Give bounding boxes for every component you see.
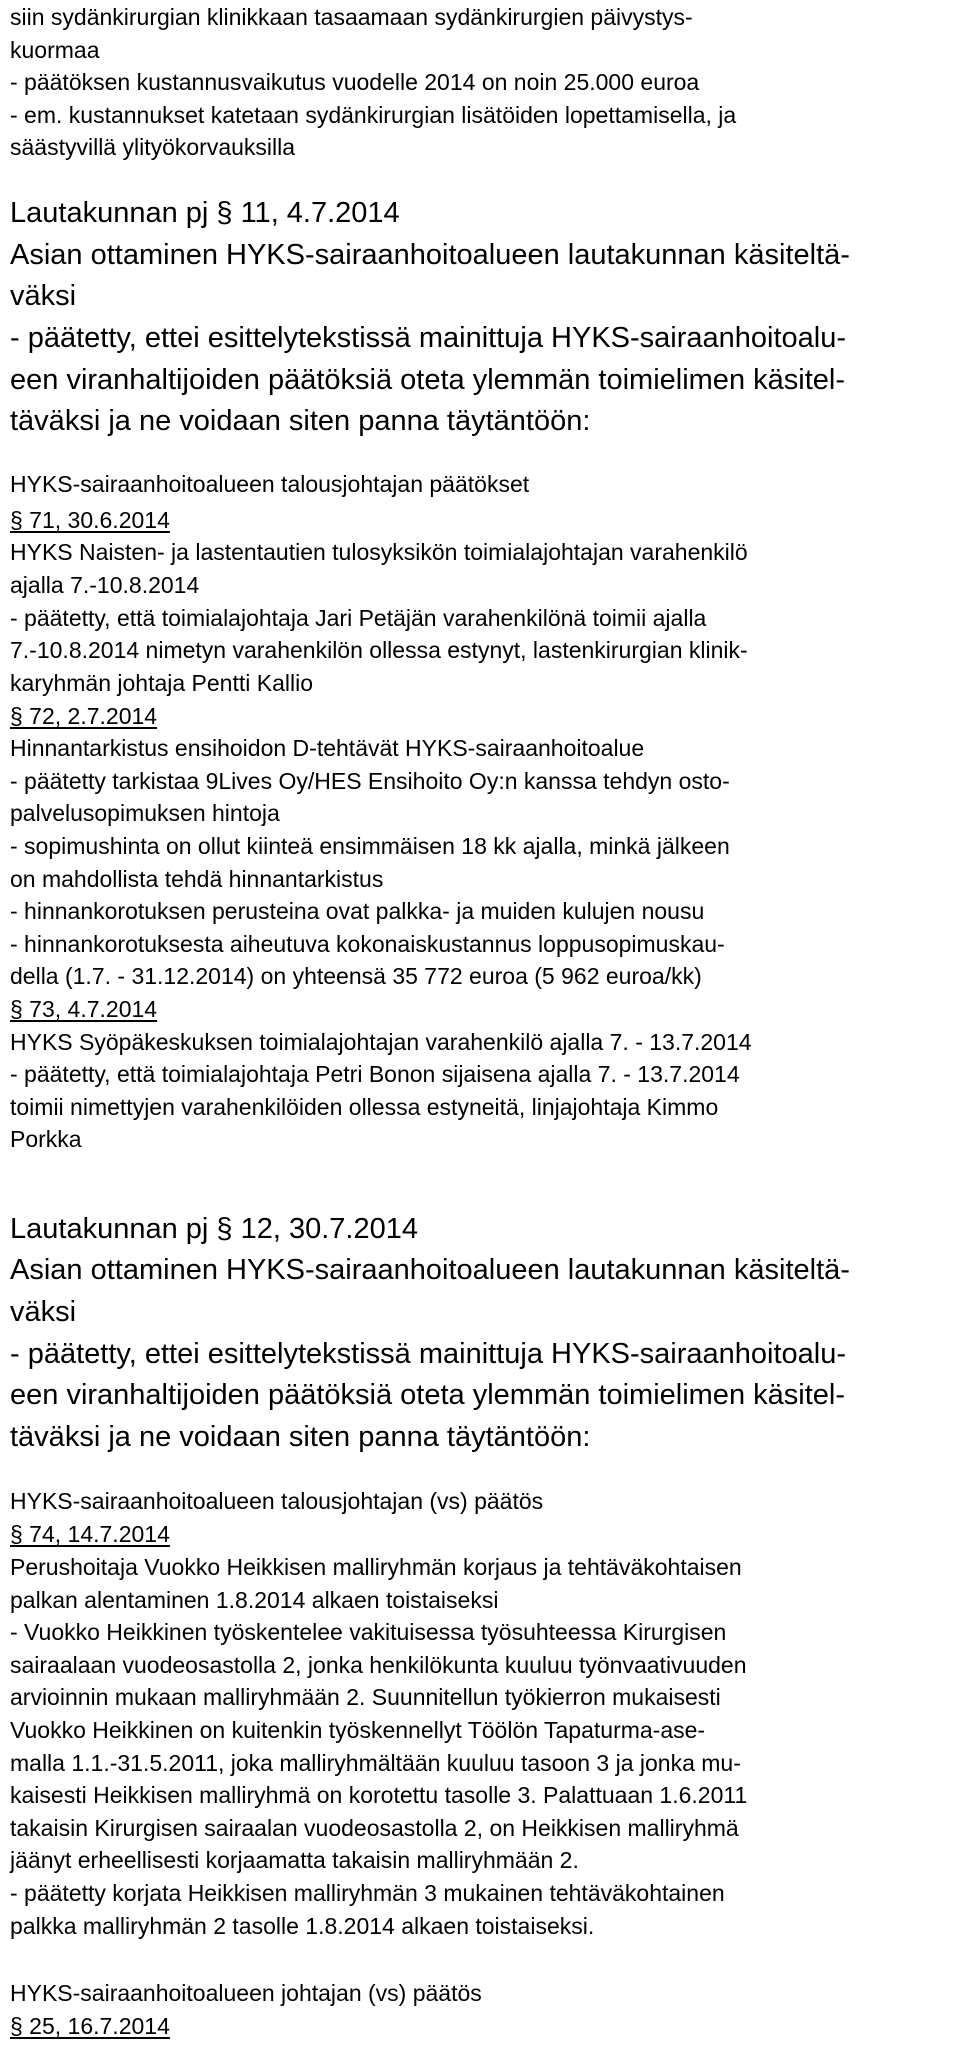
meeting-line: Asian ottaminen HYKS-sairaanhoitoalueen lautakunnan käsiteltä- xyxy=(10,239,850,271)
decision-line: - päätetty korjata Heikkisen malliryhmän 3 mukainen tehtäväkohtainen xyxy=(10,1880,725,1906)
decision-line: - päätetty tarkistaa 9Lives Oy/HES Ensihoito Oy:n kanssa tehdyn osto- xyxy=(10,768,730,794)
meeting-heading: Lautakunnan pj § 11, 4.7.2014 xyxy=(10,197,400,229)
body-line: - em. kustannukset katetaan sydänkirurgian lisätöiden lopettamisella, ja xyxy=(10,102,737,128)
decision-line: sairaalaan vuodeosastolla 2, jonka henkilökunta kuuluu työnvaativuuden xyxy=(10,1652,747,1678)
decision-line: - sopimushinta on ollut kiinteä ensimmäisen 18 kk ajalla, minkä jälkeen xyxy=(10,833,730,859)
decision-line: toimii nimettyjen varahenkilöiden ollessa estyneitä, linjajohtaja Kimmo xyxy=(10,1094,719,1120)
decision-line: palkan alentaminen 1.8.2014 alkaen toistaiseksi xyxy=(10,1587,499,1613)
decision-ref: § 72, 2.7.2014 xyxy=(10,703,158,729)
decision-line: kaisesti Heikkisen malliryhmä on korotettu tasolle 3. Palattuaan 1.6.2011 xyxy=(10,1782,748,1808)
meeting-line: Asian ottaminen HYKS-sairaanhoitoalueen lautakunnan käsiteltä- xyxy=(10,1254,850,1286)
decision-line: Perushoitaja Vuokko Heikkisen malliryhmän korjaus ja tehtäväkohtaisen xyxy=(10,1554,742,1580)
decision-line: - Vuokko Heikkinen työskentelee vakituisessa työsuhteessa Kirurgisen xyxy=(10,1619,727,1645)
meeting-heading: Lautakunnan pj § 12, 30.7.2014 xyxy=(10,1213,418,1245)
decision-line: jäänyt erheellisesti korjaamatta takaisin malliryhmään 2. xyxy=(10,1847,579,1873)
decision-line: palvelusopimuksen hintoja xyxy=(10,800,280,826)
decision-line: HYKS Syöpäkeskuksen toimialajohtajan varahenkilö ajalla 7. - 13.7.2014 xyxy=(10,1029,752,1055)
decision-line: - päätetty, että toimialajohtaja Jari Petäjän varahenkilönä toimii ajalla xyxy=(10,605,707,631)
decision-ref: § 25, 16.7.2014 xyxy=(10,2013,170,2039)
group-title: HYKS-sairaanhoitoalueen talousjohtajan (vs) päätös xyxy=(10,1488,544,1514)
decision-line: palkka malliryhmän 2 tasolle 1.8.2014 alkaen toistaiseksi. xyxy=(10,1913,595,1939)
decision-line: Porkka xyxy=(10,1126,82,1152)
decision-ref: § 71, 30.6.2014 xyxy=(10,507,170,533)
decision-line: arvioinnin mukaan malliryhmään 2. Suunnitellun työkierron mukaisesti xyxy=(10,1684,721,1710)
decision-line: on mahdollista tehdä hinnantarkistus xyxy=(10,866,384,892)
decision-ref: § 74, 14.7.2014 xyxy=(10,1521,170,1547)
decision-line: HYKS Naisten- ja lastentautien tulosyksikön toimialajohtajan varahenkilö xyxy=(10,539,748,565)
body-line: - päätöksen kustannusvaikutus vuodelle 2014 on noin 25.000 euroa xyxy=(10,69,700,95)
decision-line: della (1.7. - 31.12.2014) on yhteensä 35 772 euroa (5 962 euroa/kk) xyxy=(10,963,702,989)
decision-line: - päätetty, että toimialajohtaja Petri Bonon sijaisena ajalla 7. - 13.7.2014 xyxy=(10,1061,740,1087)
meeting-line: täväksi ja ne voidaan siten panna täytäntöön: xyxy=(10,1421,591,1453)
group-title: HYKS-sairaanhoitoalueen talousjohtajan päätökset xyxy=(10,471,530,497)
meeting-line: täväksi ja ne voidaan siten panna täytäntöön: xyxy=(10,405,591,437)
decision-line: Vuokko Heikkinen on kuitenkin työskennellyt Töölön Tapaturma-ase- xyxy=(10,1717,706,1743)
meeting-line: een viranhaltijoiden päätöksiä oteta ylemmän toimielimen käsitel- xyxy=(10,1379,845,1411)
decision-line: takaisin Kirurgisen sairaalan vuodeosastolla 2, on Heikkisen malliryhmä xyxy=(10,1815,739,1841)
body-line: kuormaa xyxy=(10,37,100,63)
meeting-line: väksi xyxy=(10,1296,77,1328)
decision-line: - hinnankorotuksesta aiheutuva kokonaiskustannus loppusopimuskau- xyxy=(10,931,725,957)
decision-line: ajalla 7.-10.8.2014 xyxy=(10,572,200,598)
decision-line: - hinnankorotuksen perusteina ovat palkka- ja muiden kulujen nousu xyxy=(10,898,705,924)
meeting-line: een viranhaltijoiden päätöksiä oteta ylemmän toimielimen käsitel- xyxy=(10,364,845,396)
group-title: HYKS-sairaanhoitoalueen johtajan (vs) päätös xyxy=(10,1980,482,2006)
decision-ref: § 73, 4.7.2014 xyxy=(10,996,158,1022)
body-line: säästyvillä ylityökorvauksilla xyxy=(10,134,296,160)
meeting-line: - päätetty, ettei esittelytekstissä mainittuja HYKS-sairaanhoitoalu- xyxy=(10,1338,847,1370)
meeting-line: väksi xyxy=(10,280,77,312)
decision-line: 7.-10.8.2014 nimetyn varahenkilön ollessa estynyt, lastenkirurgian klinik- xyxy=(10,637,748,663)
decision-line: Hinnantarkistus ensihoidon D-tehtävät HYKS-sairaanhoitoalue xyxy=(10,735,645,761)
decision-line: karyhmän johtaja Pentti Kallio xyxy=(10,670,313,696)
decision-line: malla 1.1.-31.5.2011, joka malliryhmältään kuuluu tasoon 3 ja jonka mu- xyxy=(10,1750,741,1776)
body-line: siin sydänkirurgian klinikkaan tasaamaan sydänkirurgien päivystys- xyxy=(10,4,693,30)
meeting-line: - päätetty, ettei esittelytekstissä mainittuja HYKS-sairaanhoitoalu- xyxy=(10,322,847,354)
